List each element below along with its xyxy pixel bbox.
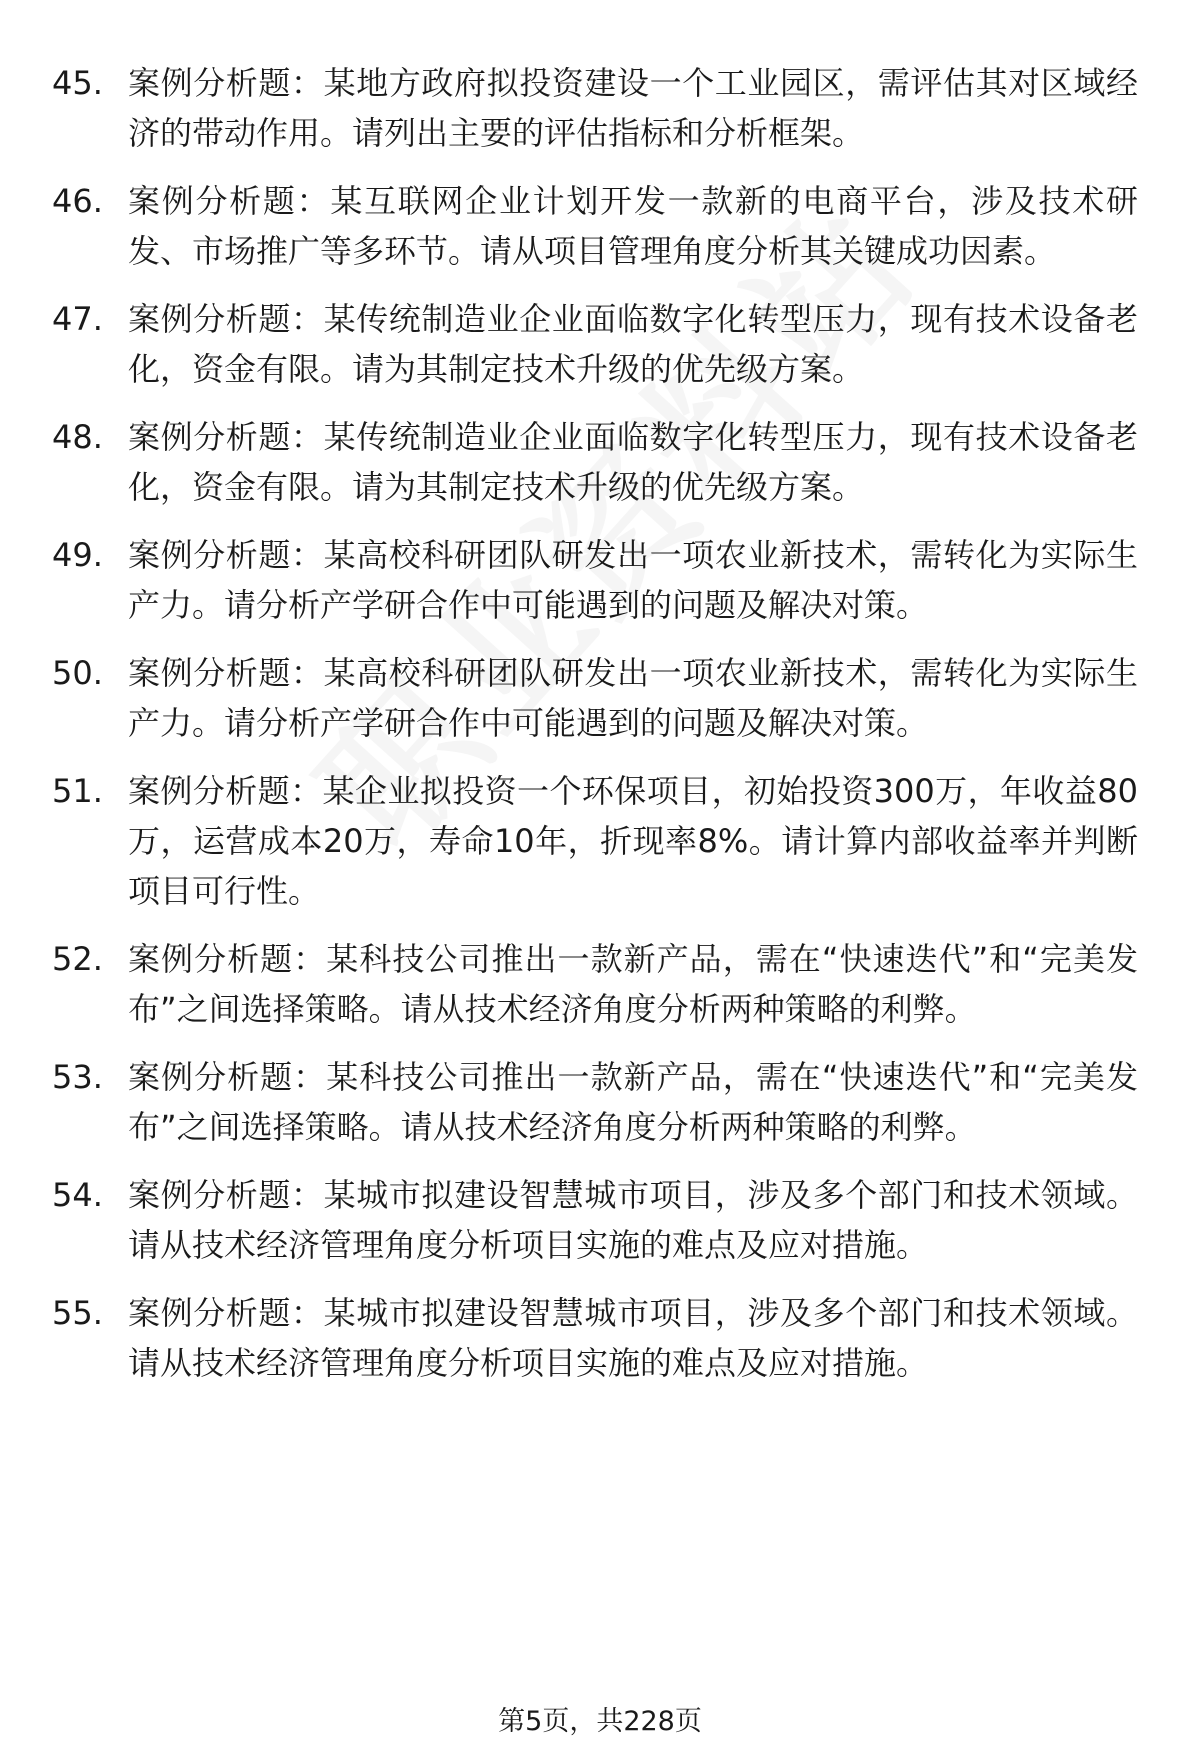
question-number: 47. (52, 300, 103, 338)
question-text: 案例分析题：某科技公司推出一款新产品，需在“快速迭代”和“完美发布”之间选择策略。请从技术经济角度分析两种策略的利弊。 (128, 940, 1138, 1028)
question-item (0, 530, 1200, 630)
question-item (0, 648, 1200, 748)
question-number: 48. (52, 418, 103, 456)
question-item (0, 766, 1200, 916)
question-text: 案例分析题：某传统制造业企业面临数字化转型压力，现有技术设备老化，资金有限。请为其制定技术升级的优先级方案。 (128, 418, 1138, 506)
question-number: 54. (52, 1176, 103, 1214)
question-item (0, 934, 1200, 1034)
question-number: 55. (52, 1294, 103, 1332)
question-item (0, 176, 1200, 276)
question-item (0, 1052, 1200, 1152)
question-item (0, 412, 1200, 512)
question-text: 案例分析题：某高校科研团队研发出一项农业新技术，需转化为实际生产力。请分析产学研合作中可能遇到的问题及解决对策。 (128, 536, 1138, 624)
question-number: 46. (52, 182, 103, 220)
question-text: 案例分析题：某传统制造业企业面临数字化转型压力，现有技术设备老化，资金有限。请为其制定技术升级的优先级方案。 (128, 300, 1138, 388)
question-number: 53. (52, 1058, 103, 1096)
question-text: 案例分析题：某城市拟建设智慧城市项目，涉及多个部门和技术领域。请从技术经济管理角度分析项目实施的难点及应对措施。 (128, 1176, 1138, 1264)
question-number: 51. (52, 772, 103, 810)
question-item (0, 1170, 1200, 1270)
question-text: 案例分析题：某互联网企业计划开发一款新的电商平台，涉及技术研发、市场推广等多环节。请从项目管理角度分析其关键成功因素。 (128, 182, 1138, 270)
question-text: 案例分析题：某科技公司推出一款新产品，需在“快速迭代”和“完美发布”之间选择策略。请从技术经济角度分析两种策略的利弊。 (128, 1058, 1138, 1146)
question-number: 50. (52, 654, 103, 692)
question-item (0, 294, 1200, 394)
question-text: 案例分析题：某地方政府拟投资建设一个工业园区，需评估其对区域经济的带动作用。请列出主要的评估指标和分析框架。 (128, 64, 1138, 152)
page-footer: 第5页，共228页 (498, 1706, 702, 1737)
question-item (0, 58, 1200, 158)
question-text: 案例分析题：某企业拟投资一个环保项目，初始投资300万，年收益80万，运营成本20万，寿命10年，折现率8%。请计算内部收益率并判断项目可行性。 (128, 772, 1138, 910)
question-item (0, 1288, 1200, 1388)
question-number: 45. (52, 64, 103, 102)
question-list (0, 58, 1200, 1406)
question-number: 52. (52, 940, 103, 978)
question-text: 案例分析题：某城市拟建设智慧城市项目，涉及多个部门和技术领域。请从技术经济管理角度分析项目实施的难点及应对措施。 (128, 1294, 1138, 1382)
question-number: 49. (52, 536, 103, 574)
question-text: 案例分析题：某高校科研团队研发出一项农业新技术，需转化为实际生产力。请分析产学研合作中可能遇到的问题及解决对策。 (128, 654, 1138, 742)
